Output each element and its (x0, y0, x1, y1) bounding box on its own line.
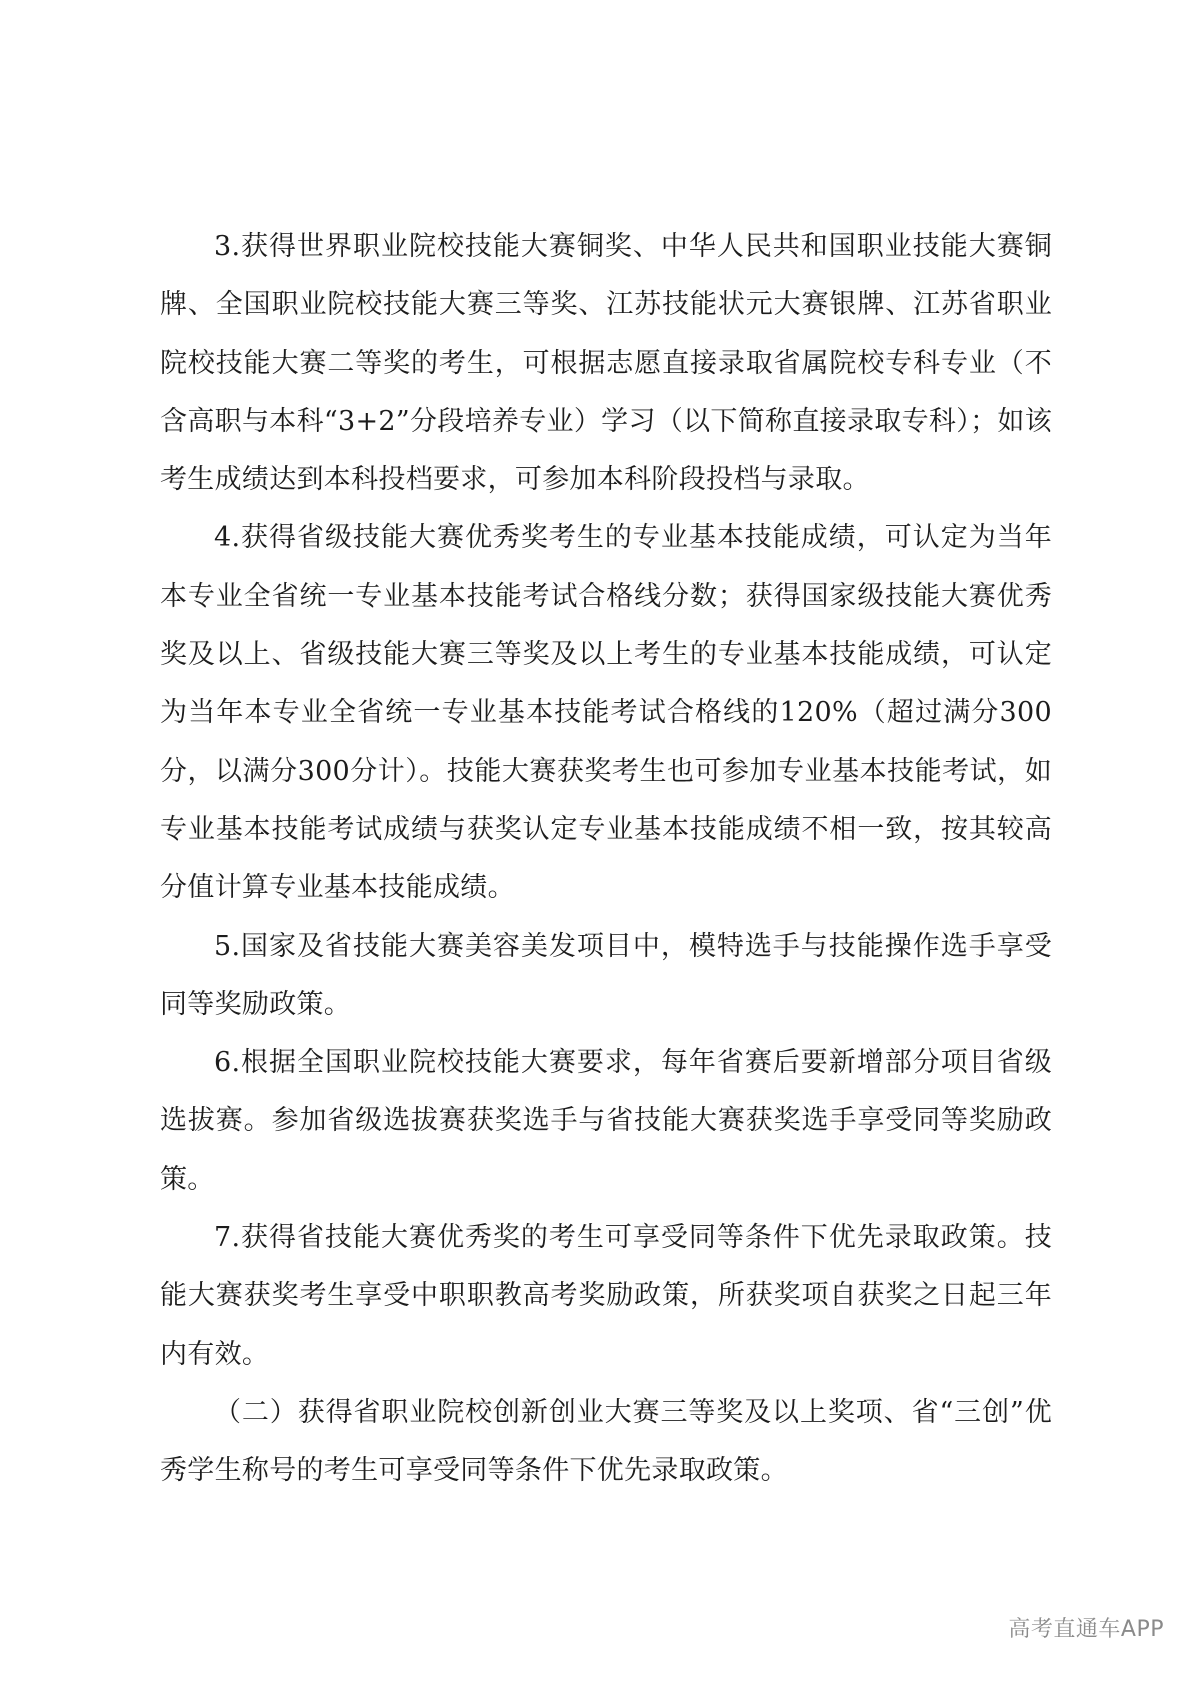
app-watermark: 高考直通车APP (1008, 1617, 1164, 1642)
paragraph-item-5: 5.国家及省技能大赛美容美发项目中，模特选手与技能操作选手享受同等奖励政策。 (160, 930, 1052, 1020)
paragraph-item-4: 4.获得省级技能大赛优秀奖考生的专业基本技能成绩，可认定为当年本专业全省统一专业基本技能考试合格线分数；获得国家级技能大赛优秀奖及以上、省级技能大赛三等奖及以上考生的专业基本技能成绩，可认定为当年本专业全省统一专业基本技能考试合格线的120%（超过满分300分，以满分300分计）。技能大赛获奖考生也可参加专业基本技能考试，如专业基本技能考试成绩与获奖认定专业基本技能成绩不相一致，按其较高分值计算专业基本技能成绩。 (160, 522, 1052, 904)
paragraph-item-7: 7.获得省技能大赛优秀奖的考生可享受同等条件下优先录取政策。技能大赛获奖考生享受中职职教高考奖励政策，所获奖项自获奖之日起三年内有效。 (160, 1222, 1052, 1370)
paragraph-item-6: 6.根据全国职业院校技能大赛要求，每年省赛后要新增部分项目省级选拔赛。参加省级选拔赛获奖选手与省技能大赛获奖选手享受同等奖励政策。 (160, 1047, 1052, 1195)
paragraph-item-3: 3.获得世界职业院校技能大赛铜奖、中华人民共和国职业技能大赛铜牌、全国职业院校技能大赛三等奖、江苏技能状元大赛银牌、江苏省职业院校技能大赛二等奖的考生，可根据志愿直接录取省属院校专科专业（不含高职与本科“3+2”分段培养专业）学习（以下简称直接录取专科）；如该考生成绩达到本科投档要求，可参加本科阶段投档与录取。 (160, 231, 1052, 496)
document-body (160, 218, 1052, 1501)
paragraph-section-2: （二）获得省职业院校创新创业大赛三等奖及以上奖项、省“三创”优秀学生称号的考生可享受同等条件下优先录取政策。 (160, 1396, 1052, 1487)
